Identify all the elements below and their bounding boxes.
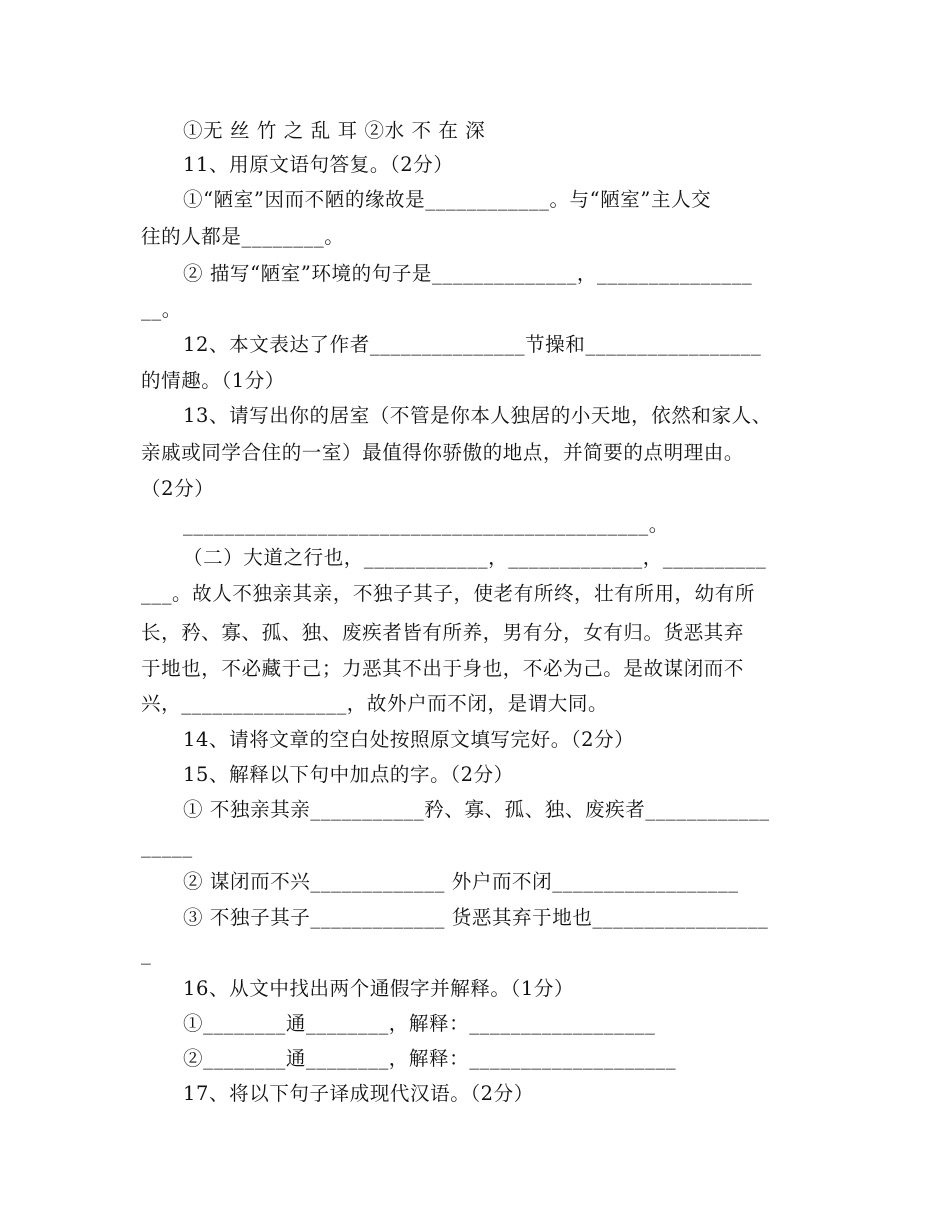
question-15-item-3: ③ 不独子其子_____________ 货恶其弃于地也_________________ [183, 906, 769, 929]
passage-2-line-3: 长，矜、寡、孤、独、废疾者皆有所养，男有分，女有归。货恶其弃 [141, 621, 745, 644]
question-13: 13、请写出你的居室（不管是你本人独居的小天地，依然和家人、 [183, 404, 772, 427]
passage-2-line-4: 于地也，不必藏于己；力恶其不出于身也，不必为己。是故谋闭而不 [141, 657, 745, 680]
passage-2-line-5: 兴，________________，故外户而不闭，是谓大同。 [141, 692, 609, 715]
question-15-item-3-cont: _ [141, 942, 152, 965]
question-16-item-2: ②________通________，解释：____________________ [183, 1047, 677, 1070]
question-12: 12、本文表达了作者_______________节操和_________________ [183, 333, 762, 356]
question-15-item-1: ① 不独亲其亲___________矜、寡、孤、独、废疾者____________ [183, 798, 770, 821]
question-17: 17、将以下句子译成现代汉语。（2分） [183, 1082, 534, 1105]
question-16-item-1: ①________通________，解释：__________________ [183, 1012, 656, 1035]
question-15-item-1-cont: _____ [141, 835, 193, 858]
question-11-part-2-cont: __。 [141, 298, 182, 321]
question-12-cont: 的情趣。（1分） [141, 369, 285, 392]
question-14: 14、请将文章的空白处按照原文填写完好。（2分） [183, 728, 635, 751]
question-11: 11、用原文语句答复。（2分） [183, 153, 454, 176]
question-15: 15、解释以下句中加点的字。（2分） [183, 763, 514, 786]
question-11-part-1: ①“陋室”因而不陋的缘故是____________。与“陋室”主人交 [183, 188, 712, 211]
poem-line: ①无 丝 竹 之 乱 耳 ②水 不 在 深 [183, 119, 486, 142]
passage-2-line-1: （二）大道之行也，____________，_____________，__________ [183, 546, 767, 569]
question-15-item-2: ② 谋闭而不兴_____________ 外户而不闭__________________ [183, 870, 739, 893]
question-13-score: （2分） [141, 477, 215, 500]
question-11-part-1-cont: 往的人都是________。 [141, 225, 345, 248]
passage-2-line-2: ___。故人不独亲其亲，不独子其子，使老有所终，壮有所用，幼有所 [141, 582, 755, 605]
question-11-part-2: ② 描写“陋室”环境的句子是______________，_______________ [183, 262, 753, 285]
question-13-cont: 亲戚或同学合住的一室）最值得你骄傲的地点，并简要的点明理由。 [141, 441, 745, 464]
question-16: 16、从文中找出两个通假字并解释。（1分） [183, 977, 575, 1000]
question-13-answer-line: _____________________________________________。 [183, 513, 669, 536]
